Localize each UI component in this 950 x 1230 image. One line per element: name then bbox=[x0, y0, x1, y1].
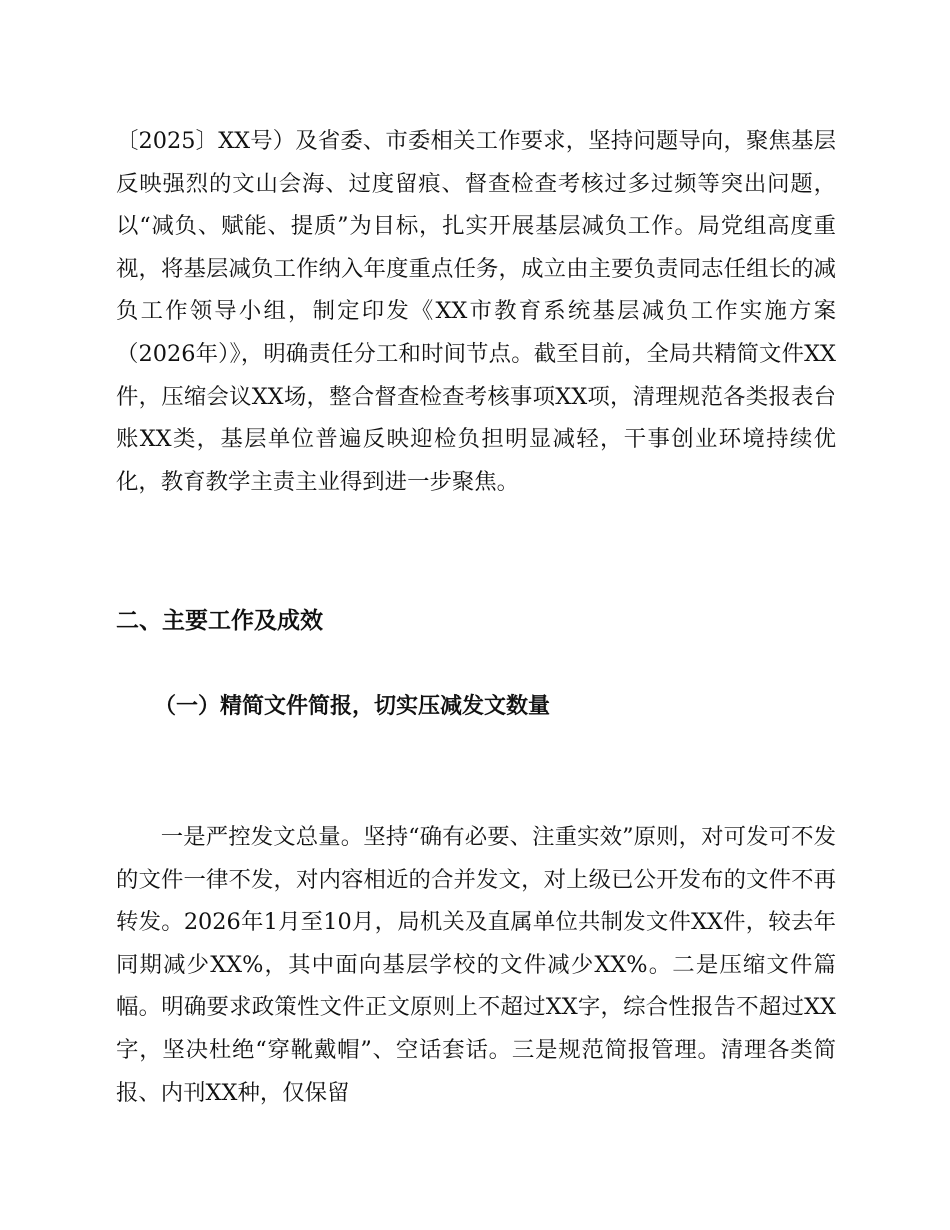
subsection-heading: （一）精简文件简报，切实压减发文数量 bbox=[154, 694, 551, 719]
section-heading: 二、主要工作及成效 bbox=[116, 608, 323, 634]
intro-paragraph: 〔2025〕XX号）及省委、市委相关工作要求，坚持问题导向，聚焦基层反映强烈的文山会海、过度留痕、督查检查考核过多过频等突出问题，以“减负、赋能、提质”为目标，扎实开展基层减负工作。局党组高度重视，将基层减负工作纳入年度重点任务，成立由主要负责同志任组长的减负工作领导小组，制定印发《XX市教育系统基层减负工作实施方案（2026年）》，明确责任分工和时间节点。截至目前，全局共精简文件XX件，压缩会议XX场，整合督查检查考核事项XX项，清理规范各类报表台账XX类，基层单位普遍反映迎检负担明显减轻，干事创业环境持续优化，教育教学主责主业得到进一步聚焦。 bbox=[116, 128, 836, 495]
body-paragraph: 一是严控发文总量。坚持“确有必要、注重实效”原则，对可发可不发的文件一律不发，对内容相近的合并发文，对上级已公开发布的文件不再转发。2026年1月至10月，局机关及直属单位共制发文件XX件，较去年同期减少XX%，其中面向基层学校的文件减少XX%。二是压缩文件篇幅。明确要求政策性文件正文原则上不超过XX字，综合性报告不超过XX字，坚决杜绝“穿靴戴帽”、空话套话。三是规范简报管理。清理各类简报、内刊XX种，仅保留 bbox=[116, 824, 836, 1106]
